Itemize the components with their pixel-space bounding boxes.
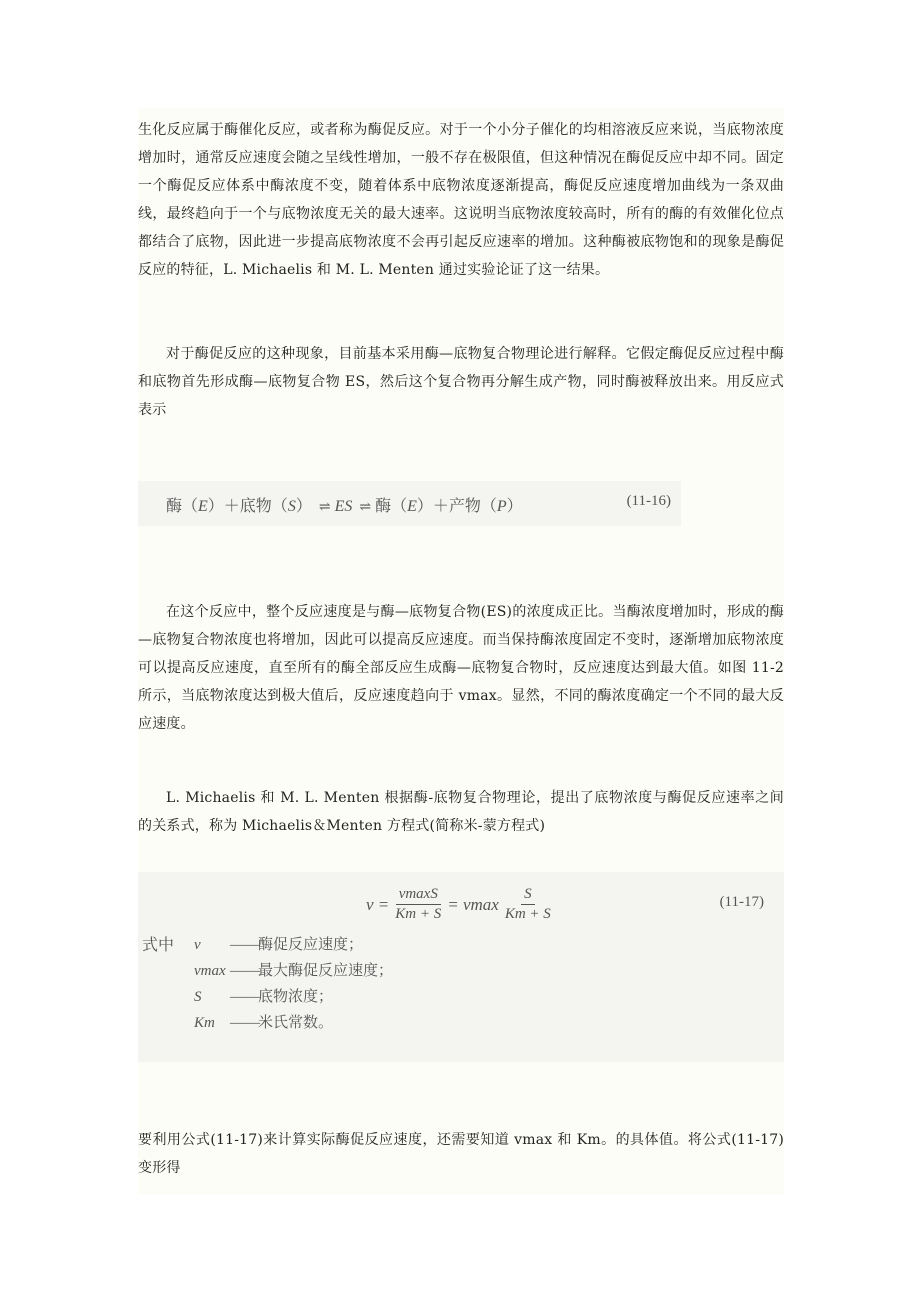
definition-text: 酶促反应速度； xyxy=(258,937,364,953)
paragraph-3: 在这个反应中，整个反应速度是与酶—底物复合物(ES)的浓度成正比。当酶浓度增加时，形成的酶—底物复合物浓度也将增加，因此可以提高反应速度。而当保持酶浓度固定不变时，逐渐增加底物浓度可以提高反应速度，直至所有的酶全部反应生成酶—底物复合物时，反应速度达到最大值。如图 11-2 所示，当底物浓度达到极大值后，反应速度趋向于 vmax。显然，不同的酶浓度确定一个不同的最大反应速度。 xyxy=(138,604,784,732)
eq-symbol-e: E xyxy=(198,498,208,515)
equation-number: (11-16) xyxy=(626,493,671,509)
eq-close-paren: ） xyxy=(295,498,312,515)
where-label: 式中 xyxy=(142,937,175,954)
equilibrium-arrow-icon: ⇌ xyxy=(318,500,328,515)
paragraph-5: 要利用公式(11-17)来计算实际酶促反应速度，还需要知道 vmax 和 Km。的具体值。将公式(11-17)变形得 xyxy=(138,1132,784,1176)
fraction-2 xyxy=(502,886,554,923)
fraction-1-numerator: vmaxS xyxy=(396,886,441,905)
em-dash: —— xyxy=(230,989,260,1005)
eq-symbol-e-2: E xyxy=(407,498,417,515)
equation-number: (11-17) xyxy=(719,894,764,910)
definition-row xyxy=(194,984,393,1010)
definition-text: 底物浓度； xyxy=(258,989,334,1005)
reaction-equation xyxy=(166,493,523,516)
eq-symbol-es: ES xyxy=(334,498,353,515)
em-dash: —— xyxy=(230,963,260,979)
eq-symbol-p: P xyxy=(496,498,507,515)
definition-row xyxy=(194,932,393,958)
eq-product-label: ）＋产物（ xyxy=(416,498,497,515)
equilibrium-arrow-icon: ⇌ xyxy=(359,500,369,515)
definition-text: 米氏常数。 xyxy=(258,1015,334,1031)
eq-enzyme-label: 酶（ xyxy=(166,498,199,515)
paragraph-2: 对于酶促反应的这种现象，目前基本采用酶—底物复合物理论进行解释。它假定酶促反应过程中酶和底物首先形成酶—底物复合物 ES，然后这个复合物再分解生成产物，同时酶被释放出来。用反应式表示 xyxy=(138,346,784,418)
definition-symbol: vmax xyxy=(194,963,226,979)
definition-symbol: Km xyxy=(194,1015,215,1031)
equation-11-17 xyxy=(138,872,784,1062)
eq-middle: = vmax xyxy=(447,894,499,914)
fraction-1 xyxy=(392,886,444,923)
definition-row xyxy=(194,958,393,984)
eq-enzyme-label-2: 酶（ xyxy=(375,498,408,515)
equation-11-16 xyxy=(138,481,681,526)
em-dash: —— xyxy=(230,937,260,953)
definition-symbol: v xyxy=(194,937,201,953)
definition-text: 最大酶促反应速度； xyxy=(258,963,394,979)
eq-lhs: v = xyxy=(366,894,390,914)
definition-list xyxy=(194,932,393,1036)
paragraph-1: 生化反应属于酶催化反应，或者称为酶促反应。对于一个小分子催化的均相溶液反应来说，当底物浓度增加时，通常反应速度会随之呈线性增加，一般不存在极限值，但这种情况在酶促反应中却不同。固定一个酶促反应体系中酶浓度不变，随着体系中底物浓度逐渐提高，酶促反应速度增加曲线为一条双曲线，最终趋向于一个与底物浓度无关的最大速率。这说明当底物浓度较高时，所有的酶的有效催化位点都结合了底物，因此进一步提高底物浓度不会再引起反应速率的增加。这种酶被底物饱和的现象是酶促反应的特征，L. Michaelis 和 M. L. Menten 通过实验论证了这一结果。 xyxy=(138,122,784,278)
eq-close-paren-2: ） xyxy=(506,498,523,515)
eq-substrate-label: ）＋底物（ xyxy=(207,498,288,515)
fraction-1-denominator: Km + S xyxy=(395,906,442,922)
em-dash: —— xyxy=(230,1015,260,1031)
definition-row xyxy=(194,1010,393,1036)
paragraph-4: L. Michaelis 和 M. L. Menten 根据酶-底物复合物理论，提出了底物浓度与酶促反应速率之间的关系式，称为 Michaelis＆Menten 方程式(简称米-蒙方程式) xyxy=(138,790,784,834)
definition-symbol: S xyxy=(194,989,202,1005)
fraction-2-numerator: S xyxy=(521,886,535,905)
michaelis-menten-equation xyxy=(366,886,557,923)
eq-symbol-s: S xyxy=(287,498,296,515)
fraction-2-denominator: Km + S xyxy=(504,906,551,922)
